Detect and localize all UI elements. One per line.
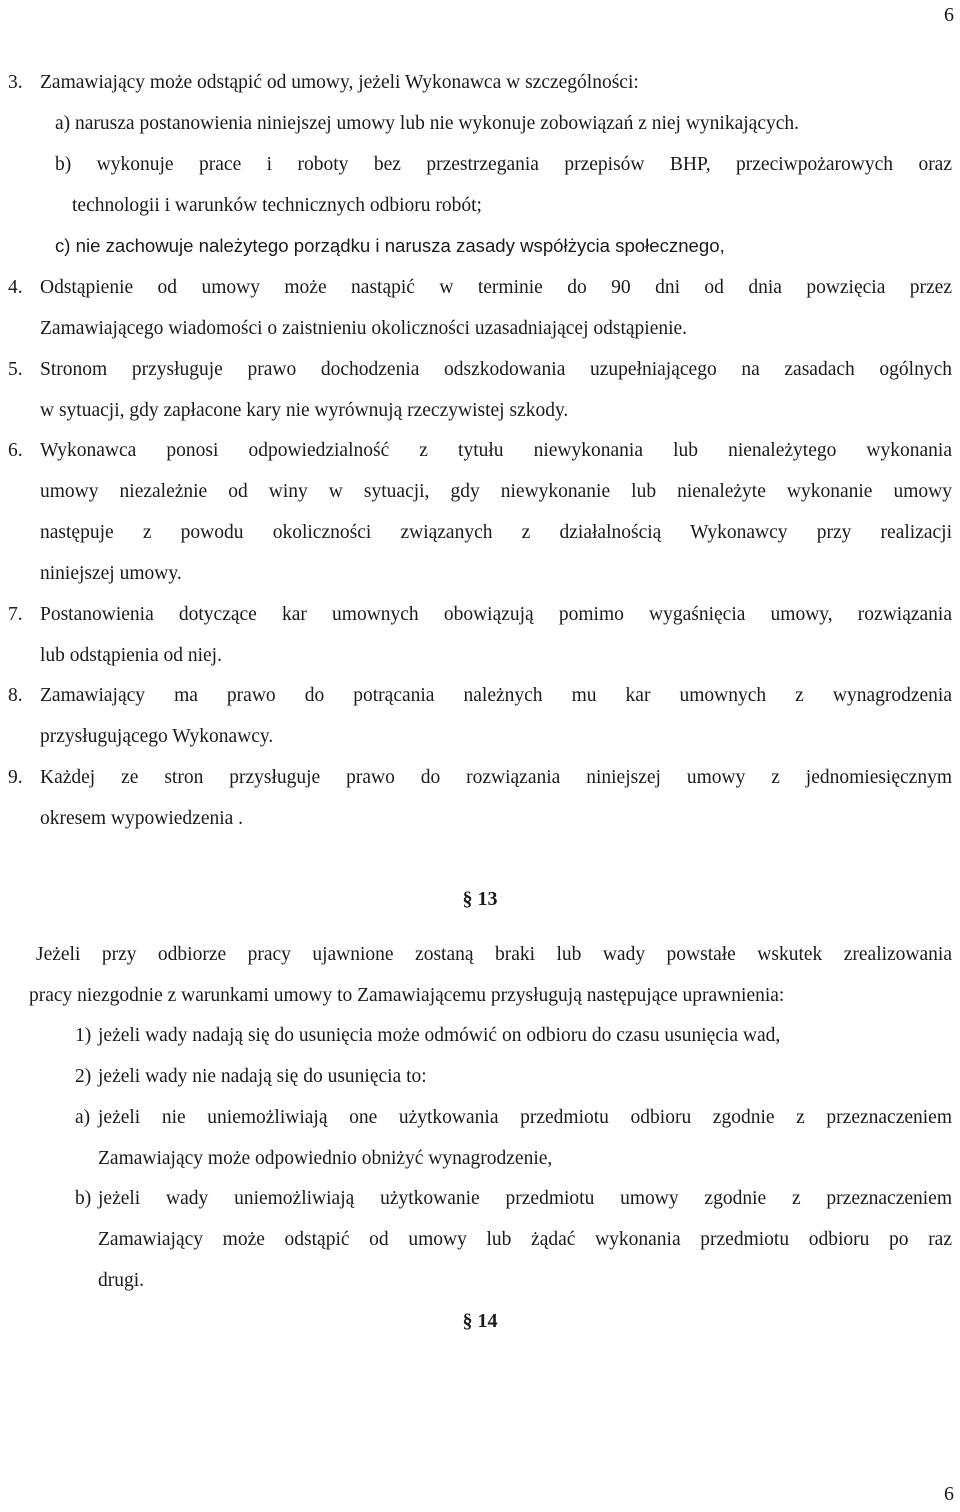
sub-item-b-line1: b) wykonuje prace i roboty bez przestrzegania przepisów BHP, przeciwpożarowych oraz bbox=[55, 154, 952, 175]
item-text-line1: Zamawiający ma prawo do potrącania należnych mu kar umownych z wynagrodzenia bbox=[40, 685, 952, 706]
item-text-line1: Odstąpienie od umowy może nastąpić w terminie do 90 dni od dnia powzięcia przez bbox=[40, 277, 952, 298]
item-text-line2: umowy niezależnie od winy w sytuacji, gdy niewykonanie lub nienależyte wykonanie umowy bbox=[40, 481, 952, 502]
section13-intro-line1: Jeżeli przy odbiorze pracy ujawnione zostaną braki lub wady powstałe wskutek zrealizowania bbox=[36, 944, 952, 965]
section-heading-13: § 13 bbox=[462, 888, 498, 910]
sub-item-c: c) nie zachowuje należytego porządku i narusza zasady współżycia społecznego, bbox=[55, 235, 725, 256]
list-number: 2) bbox=[75, 1066, 92, 1087]
list-number: 1) bbox=[75, 1025, 92, 1046]
item-text-line1: Postanowienia dotyczące kar umownych obowiązują pomimo wygaśnięcia umowy, rozwiązania bbox=[40, 604, 952, 625]
item-number: 9. bbox=[8, 767, 23, 788]
sub-item-a: a) narusza postanowienia niniejszej umowy lub nie wykonuje zobowiązań z niej wynikających. bbox=[55, 113, 800, 134]
item-number: 6. bbox=[8, 440, 23, 461]
item-text: Zamawiający może odstąpić od umowy, jeżeli Wykonawca w szczególności: bbox=[40, 72, 639, 93]
item-text-line1: Każdej ze stron przysługuje prawo do rozwiązania niniejszej umowy z jednomiesięcznym bbox=[40, 767, 952, 788]
section-heading-14: § 14 bbox=[462, 1310, 498, 1332]
item-number: 7. bbox=[8, 604, 23, 625]
item-number: 5. bbox=[8, 359, 23, 380]
item-text-line2: Zamawiającego wiadomości o zaistnieniu okoliczności uzasadniającej odstąpienie. bbox=[40, 318, 688, 339]
item-number: 3. bbox=[8, 72, 23, 93]
item-text-line2: okresem wypowiedzenia . bbox=[40, 808, 244, 829]
list-letter: a) bbox=[75, 1107, 91, 1128]
section13-intro-line2: pracy niezgodnie z warunkami umowy to Zamawiającemu przysługują następujące uprawnienia: bbox=[29, 985, 785, 1006]
item-text-line3: następuje z powodu okoliczności związanych z działalnością Wykonawcy przy realizacji bbox=[40, 522, 952, 543]
list-letter: b) bbox=[75, 1188, 92, 1209]
item-number: 8. bbox=[8, 685, 23, 706]
item-text-line2: przysługującego Wykonawcy. bbox=[40, 726, 274, 747]
item-text-line1: Stronom przysługuje prawo dochodzenia odszkodowania uzupełniającego na zasadach ogólnych bbox=[40, 359, 952, 380]
sub-item-b-line2: technologii i warunków technicznych odbioru robót; bbox=[72, 195, 482, 216]
list-item-a-line2: Zamawiający może odpowiednio obniżyć wynagrodzenie, bbox=[98, 1148, 553, 1169]
list-item-1: jeżeli wady nadają się do usunięcia może odmówić on odbioru do czasu usunięcia wad, bbox=[98, 1025, 781, 1046]
item-text-line4: niniejszej umowy. bbox=[40, 563, 182, 584]
list-item-2: jeżeli wady nie nadają się do usunięcia to: bbox=[98, 1066, 427, 1087]
list-item-b-line1: jeżeli wady uniemożliwiają użytkowanie przedmiotu umowy zgodnie z przeznaczeniem bbox=[98, 1188, 952, 1209]
list-item-b-line3: drugi. bbox=[98, 1270, 145, 1291]
list-item-a-line1: jeżeli nie uniemożliwiają one użytkowania przedmiotu odbioru zgodnie z przeznaczeniem bbox=[98, 1107, 952, 1128]
page-number-top: 6 bbox=[944, 4, 954, 26]
item-text-line2: lub odstąpienia od niej. bbox=[40, 645, 222, 666]
list-item-b-line2: Zamawiający może odstąpić od umowy lub żądać wykonania przedmiotu odbioru po raz bbox=[98, 1229, 952, 1250]
item-number: 4. bbox=[8, 277, 23, 298]
item-text-line2: w sytuacji, gdy zapłacone kary nie wyrównują rzeczywistej szkody. bbox=[40, 400, 569, 421]
item-text-line1: Wykonawca ponosi odpowiedzialność z tytułu niewykonania lub nienależytego wykonania bbox=[40, 440, 952, 461]
page-number-bottom: 6 bbox=[944, 1483, 954, 1505]
